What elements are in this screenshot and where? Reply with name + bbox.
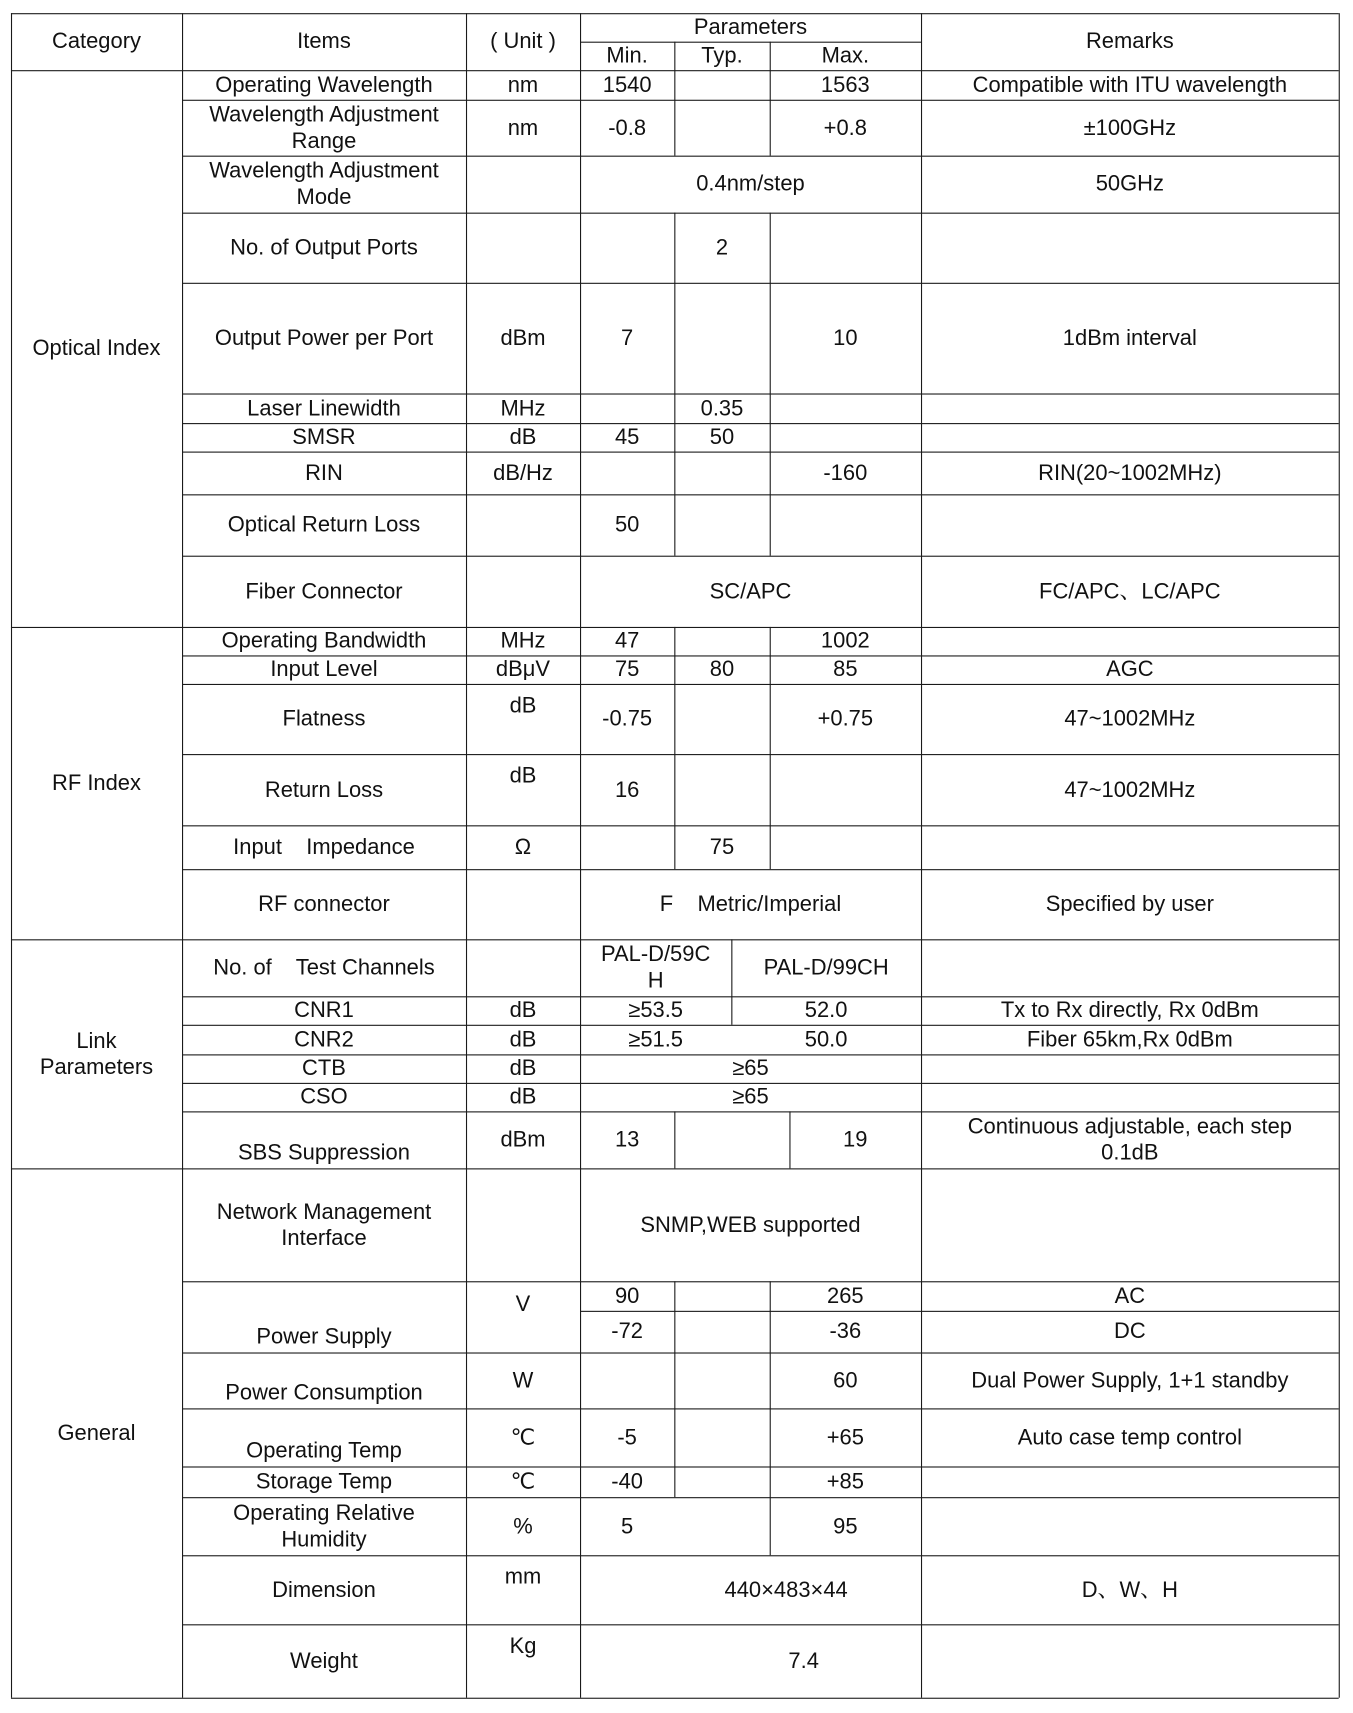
unit-value: dBm xyxy=(500,1127,546,1152)
min-value: 13 xyxy=(614,1127,640,1152)
item-label: Operating Relative Humidity xyxy=(233,1500,415,1552)
min-value: 7 xyxy=(621,326,634,351)
header-typ: Typ. xyxy=(701,43,743,68)
param-value: ≥65 xyxy=(732,1085,769,1110)
remark-value: RIN(20~1002MHz) xyxy=(1038,460,1222,485)
remark-value: Specified by user xyxy=(1045,892,1214,917)
item-label: Weight xyxy=(290,1648,358,1674)
item-label: Operating Temp xyxy=(246,1439,402,1464)
max-value: +0.75 xyxy=(817,706,874,732)
unit-value: dB/Hz xyxy=(493,460,553,485)
remark-value: Continuous adjustable, each step 0.1dB xyxy=(967,1114,1292,1166)
min-value: 90 xyxy=(614,1283,640,1309)
item-label: Power Consumption xyxy=(225,1380,423,1406)
max-value: +0.8 xyxy=(823,115,867,140)
remark-value: 47~1002MHz xyxy=(1064,706,1196,732)
header-max: Max. xyxy=(821,43,870,68)
unit-value: dBm xyxy=(500,326,546,351)
item-label: Output Power per Port xyxy=(214,326,434,351)
min-value: -40 xyxy=(611,1469,643,1494)
max-value: 10 xyxy=(833,326,858,351)
item-label: CTB xyxy=(302,1056,346,1081)
header-remarks: Remarks xyxy=(1085,29,1174,54)
category-optical: Optical Index xyxy=(32,336,161,361)
item-label: No. of Output Ports xyxy=(230,235,418,260)
unit-value: Ω xyxy=(514,835,532,860)
item-label: Return Loss xyxy=(264,777,384,802)
max-value: 85 xyxy=(833,657,858,682)
param-value: ≥65 xyxy=(732,1056,769,1081)
param-value: SC/APC xyxy=(709,579,792,604)
typ-value: 2 xyxy=(715,235,729,260)
min-value: 5 xyxy=(621,1514,634,1539)
remark-value: Tx to Rx directly, Rx 0dBm xyxy=(1000,998,1259,1023)
max-value: 60 xyxy=(833,1368,858,1393)
channel-plan-99-value: 52.0 xyxy=(804,998,848,1023)
item-label: RIN xyxy=(305,460,343,485)
unit-value: ℃ xyxy=(510,1425,536,1450)
channel-plan-59-value: ≥53.5 xyxy=(628,998,684,1023)
max-value: 19 xyxy=(842,1127,868,1152)
item-label: Optical Return Loss xyxy=(227,512,421,538)
item-label: Input Level xyxy=(270,657,378,682)
param-value: 0.4nm/step xyxy=(696,172,805,197)
item-label: Operating Bandwidth xyxy=(221,629,427,654)
channel-plan-99-value: 50.0 xyxy=(804,1027,848,1052)
min-value: 1540 xyxy=(602,72,652,97)
header-items: Items xyxy=(297,29,351,54)
param-value: SNMP,WEB supported xyxy=(640,1212,861,1237)
header-min: Min. xyxy=(606,43,648,68)
remark-value: FC/APC、LC/APC xyxy=(1039,579,1221,604)
remark-value: DC xyxy=(1113,1319,1146,1344)
remark-value: AGC xyxy=(1106,657,1154,682)
item-label: Wavelength Adjustment Range xyxy=(209,102,439,153)
remark-value: Fiber 65km,Rx 0dBm xyxy=(1026,1027,1233,1052)
max-value: 95 xyxy=(833,1514,858,1539)
item-label: CSO xyxy=(300,1085,348,1110)
channel-plan-99-value: PAL-D/99CH xyxy=(763,955,889,980)
unit-value: % xyxy=(513,1514,533,1539)
min-value: 16 xyxy=(614,777,640,802)
unit-value: mm xyxy=(504,1565,542,1590)
item-label: Fiber Connector xyxy=(245,579,403,604)
min-value: -5 xyxy=(617,1425,637,1450)
category-link: Link Parameters xyxy=(39,1028,154,1080)
item-label: Operating Wavelength xyxy=(215,72,433,97)
remark-value: AC xyxy=(1114,1283,1146,1309)
typ-value: 80 xyxy=(709,657,735,682)
max-value: +65 xyxy=(826,1425,864,1450)
min-value: 45 xyxy=(614,425,640,450)
header-unit: ( Unit ) xyxy=(490,29,556,54)
header-parameters: Parameters xyxy=(693,15,808,40)
remark-value: 50GHz xyxy=(1095,172,1164,197)
unit-value: dB xyxy=(509,763,537,789)
item-label: Storage Temp xyxy=(255,1469,393,1494)
remark-value: ±100GHz xyxy=(1083,115,1177,140)
unit-value: dB xyxy=(509,1027,537,1052)
header-category: Category xyxy=(51,29,141,54)
remark-value: 1dBm interval xyxy=(1062,326,1197,351)
unit-value: V xyxy=(515,1292,531,1317)
min-value: 47 xyxy=(614,629,640,654)
typ-value: 0.35 xyxy=(700,396,744,421)
unit-value: dB xyxy=(509,425,537,450)
param-value: 440×483×44 xyxy=(724,1577,848,1602)
unit-value: dBμV xyxy=(495,657,551,682)
item-label: Laser Linewidth xyxy=(247,396,401,421)
unit-value: dB xyxy=(509,998,537,1023)
item-label: Dimension xyxy=(272,1577,376,1602)
unit-value: W xyxy=(512,1368,534,1393)
unit-value: MHz xyxy=(500,629,546,654)
item-label: RF connector xyxy=(258,892,390,917)
max-value: 265 xyxy=(827,1283,864,1309)
item-label: CNR2 xyxy=(294,1027,354,1052)
item-label: SMSR xyxy=(292,425,356,450)
category-general: General xyxy=(57,1420,136,1446)
max-value: 1002 xyxy=(820,629,870,654)
param-value: F Metric/Imperial xyxy=(659,892,842,917)
channel-plan-59-value: PAL-D/59C H xyxy=(600,942,711,993)
item-label: Flatness xyxy=(282,706,366,732)
remark-value: Compatible with ITU wavelength xyxy=(972,72,1288,97)
item-label: Network Management Interface xyxy=(216,1199,432,1250)
min-value: -72 xyxy=(611,1319,643,1344)
unit-value: dB xyxy=(509,1056,537,1081)
min-value: 50 xyxy=(614,512,640,538)
unit-value: Kg xyxy=(509,1634,537,1659)
unit-value: dB xyxy=(509,693,537,718)
category-rf: RF Index xyxy=(51,771,141,796)
item-label: Power Supply xyxy=(256,1325,392,1350)
min-value: 75 xyxy=(614,657,640,682)
item-label: Wavelength Adjustment Mode xyxy=(209,158,439,210)
unit-value: dB xyxy=(509,1085,537,1110)
unit-value: nm xyxy=(507,72,539,97)
typ-value: 75 xyxy=(709,835,735,860)
unit-value: ℃ xyxy=(510,1469,536,1494)
remark-value: D、W、H xyxy=(1081,1577,1178,1602)
item-label: Input Impedance xyxy=(233,835,415,860)
min-value: -0.75 xyxy=(602,706,653,732)
max-value: +85 xyxy=(826,1469,864,1494)
remark-value: Auto case temp control xyxy=(1017,1425,1242,1450)
param-value: 7.4 xyxy=(788,1648,819,1674)
remark-value: 47~1002MHz xyxy=(1064,777,1196,802)
min-value: -0.8 xyxy=(608,115,647,140)
unit-value: nm xyxy=(507,115,539,140)
channel-plan-59-value: ≥51.5 xyxy=(628,1027,684,1052)
max-value: -160 xyxy=(823,460,868,485)
item-label: SBS Suppression xyxy=(238,1140,410,1166)
unit-value: MHz xyxy=(500,396,546,421)
typ-value: 50 xyxy=(709,425,735,450)
max-value: -36 xyxy=(829,1319,862,1344)
remark-value: Dual Power Supply, 1+1 standby xyxy=(971,1368,1289,1393)
max-value: 1563 xyxy=(820,72,870,97)
item-label: CNR1 xyxy=(294,998,354,1023)
item-label: No. of Test Channels xyxy=(213,955,435,980)
